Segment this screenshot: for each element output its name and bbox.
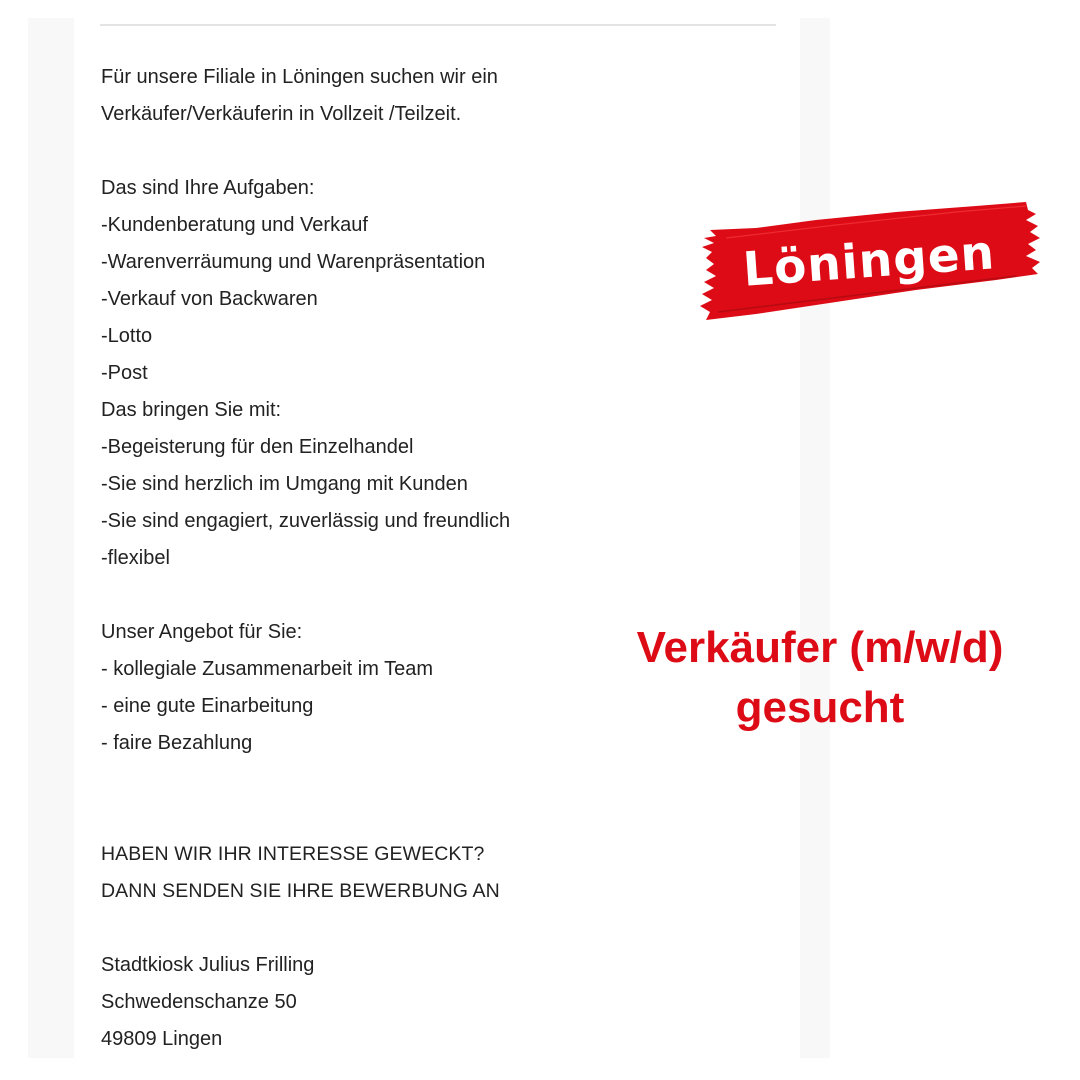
location-badge	[696, 200, 1042, 322]
top-divider	[100, 24, 776, 26]
task-item: -Lotto	[101, 325, 153, 347]
offer-item: - kollegiale Zusammenarbeit im Team	[101, 658, 433, 680]
location-label: Löningen	[741, 224, 997, 298]
address-line: 49809 Lingen	[101, 1028, 223, 1050]
address-line: Stadtkiosk Julius Frilling	[101, 954, 315, 976]
tasks-heading: Das sind Ihre Aufgaben:	[101, 177, 315, 199]
headline	[580, 618, 1060, 738]
call-to-action: HABEN WIR IHR INTERESSE GEWECKT?	[101, 843, 485, 865]
task-item: -Verkauf von Backwaren	[101, 288, 318, 310]
headline-line: Verkäufer (m/w/d)	[636, 623, 1004, 672]
task-item: -Kundenberatung und Verkauf	[101, 214, 368, 236]
requirement-item: -Sie sind herzlich im Umgang mit Kunden	[101, 473, 468, 495]
offer-item: - eine gute Einarbeitung	[101, 695, 314, 717]
intro-line: Für unsere Filiale in Löningen suchen wir ein	[101, 66, 498, 88]
task-item: -Warenverräumung und Warenpräsentation	[101, 251, 486, 273]
headline-line: gesucht	[735, 683, 905, 732]
requirement-item: -flexibel	[101, 547, 170, 569]
address-line: Schwedenschanze 50	[101, 991, 297, 1013]
call-to-action: DANN SENDEN SIE IHRE BEWERBUNG AN	[101, 880, 500, 902]
intro-line: Verkäufer/Verkäuferin in Vollzeit /Teilzeit.	[101, 103, 462, 125]
offer-heading: Unser Angebot für Sie:	[101, 621, 303, 643]
task-item: -Post	[101, 362, 148, 384]
offer-item: - faire Bezahlung	[101, 732, 253, 754]
job-posting-text	[101, 59, 661, 1058]
requirements-heading: Das bringen Sie mit:	[101, 399, 282, 421]
requirement-item: -Begeisterung für den Einzelhandel	[101, 436, 414, 458]
requirement-item: -Sie sind engagiert, zuverlässig und freundlich	[101, 510, 511, 532]
